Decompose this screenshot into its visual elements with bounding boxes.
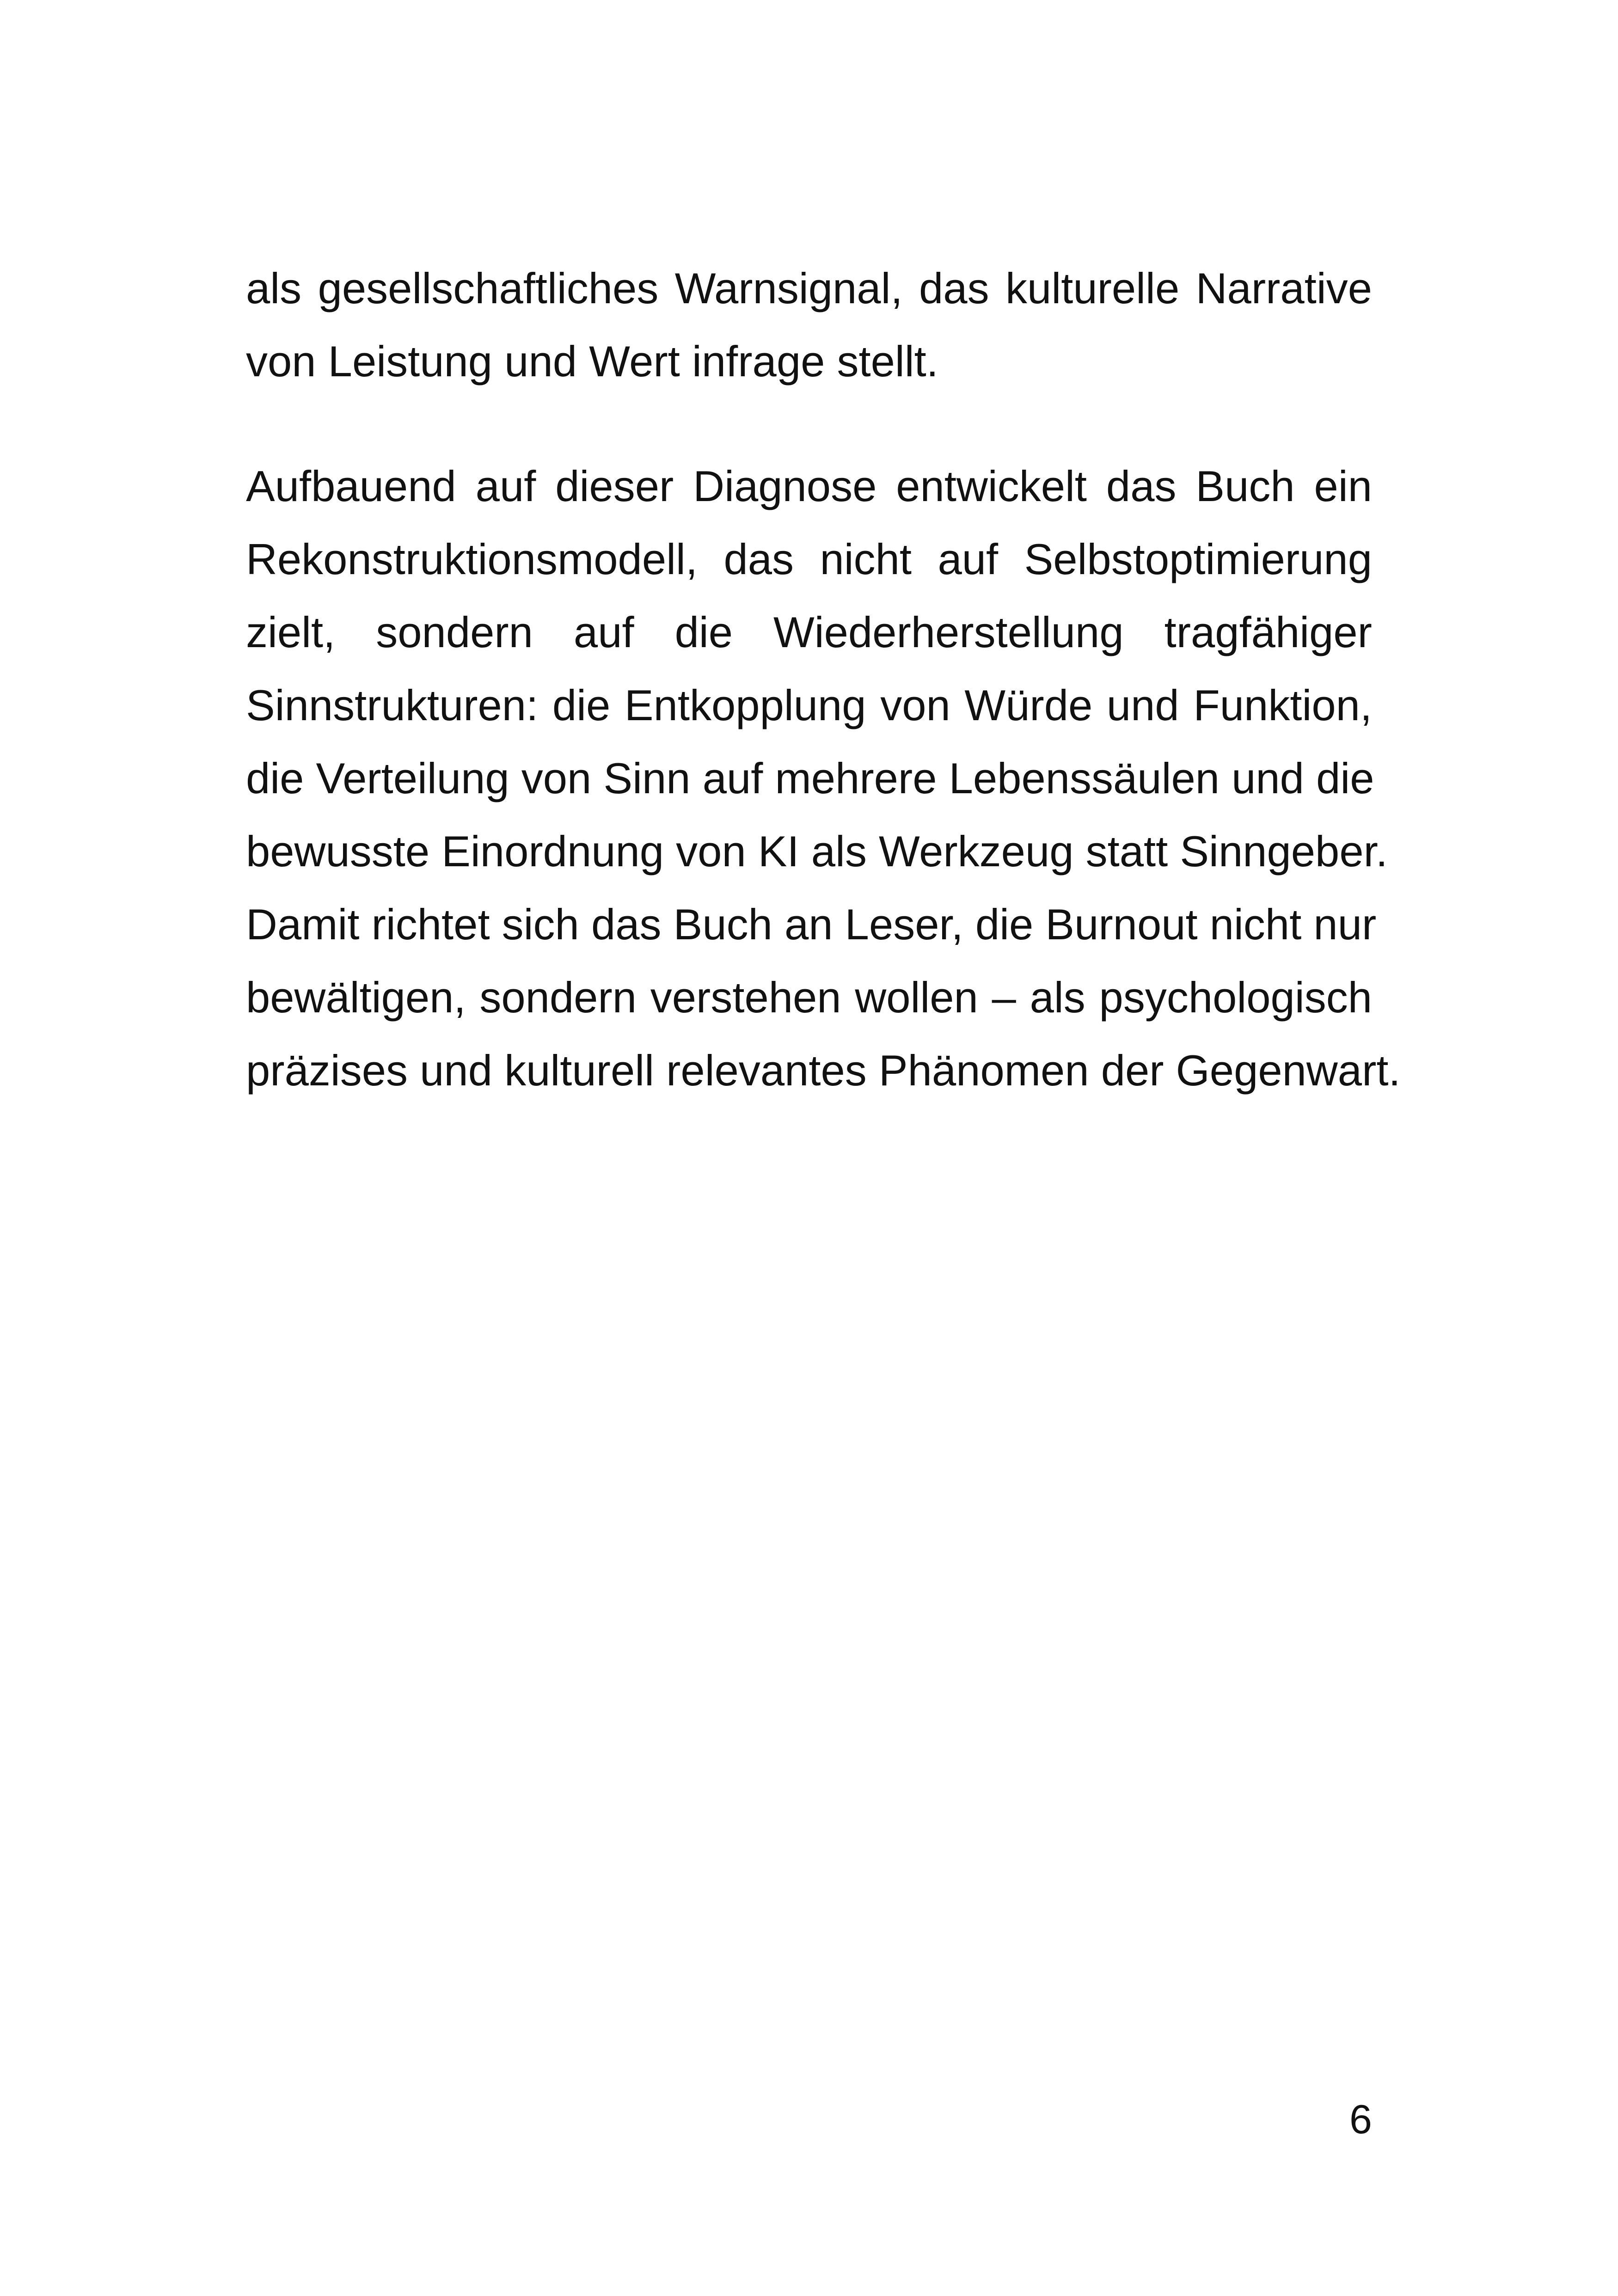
text-line: bewältigen, sondern verstehen wollen – als psychologisch	[246, 973, 1372, 1022]
page-number: 6	[1349, 2096, 1372, 2142]
text-line: als gesellschaftliches Warnsignal, das kulturelle Narrative	[246, 264, 1372, 312]
paragraph-2	[246, 450, 1401, 1107]
text-body	[246, 252, 1401, 1107]
paragraph-1	[246, 252, 1372, 398]
text-line: zielt, sondern auf die Wiederherstellung tragfähiger	[246, 608, 1372, 656]
text-line: Aufbauend auf dieser Diagnose entwickelt das Buch ein	[246, 462, 1372, 510]
text-line: die Verteilung von Sinn auf mehrere Lebenssäulen und die	[246, 754, 1374, 802]
text-line: Sinnstrukturen: die Entkopplung von Würde und Funktion,	[246, 681, 1372, 729]
text-line: bewusste Einordnung von KI als Werkzeug statt Sinngeber.	[246, 827, 1388, 876]
text-line: Damit richtet sich das Buch an Leser, die Burnout nicht nur	[246, 900, 1377, 949]
text-line: von Leistung und Wert infrage stellt.	[246, 337, 938, 386]
text-line: präzises und kulturell relevantes Phänomen der Gegenwart.	[246, 1046, 1401, 1095]
text-line: Rekonstruktionsmodell, das nicht auf Selbstoptimierung	[246, 535, 1372, 583]
paragraph-spacing	[246, 398, 1372, 450]
